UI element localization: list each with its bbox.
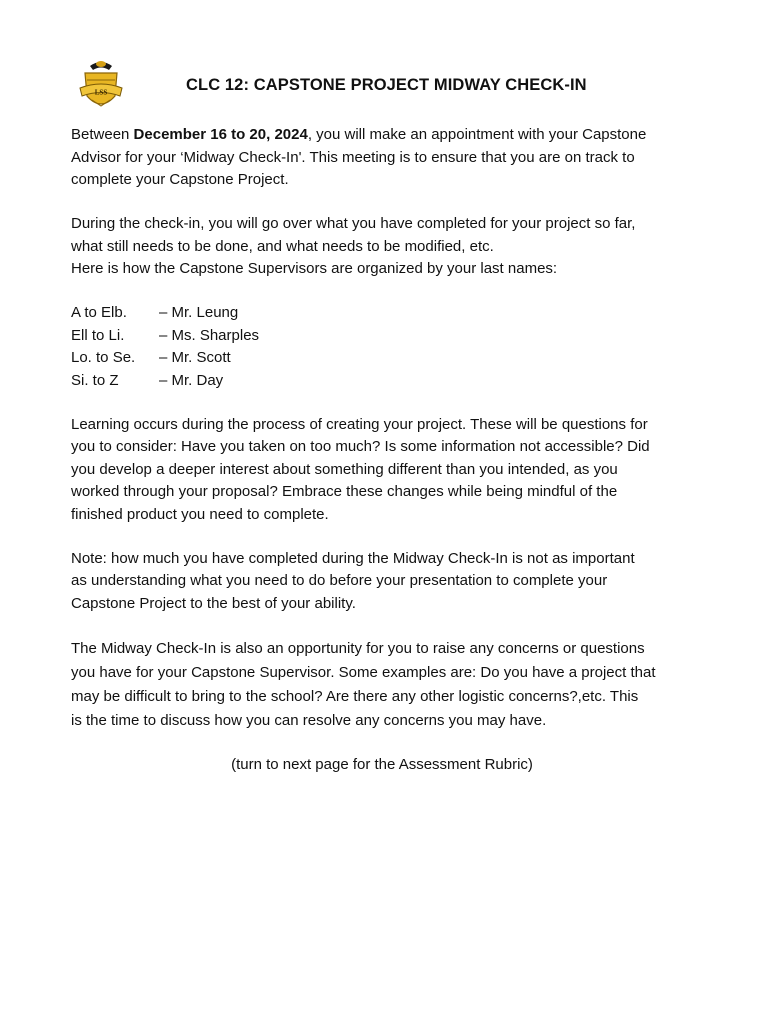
supervisor-row [71, 325, 711, 348]
checkin-line-2: what still needs to be done, and what needs to be modified, etc. [71, 237, 494, 255]
next-page-note: (turn to next page for the Assessment Rubric) [231, 756, 533, 773]
learning-paragraph [71, 414, 711, 527]
paragraph-line: you have for your Capstone Supervisor. Some examples are: Do you have a project that [71, 663, 656, 681]
paragraph-line: you develop a deeper interest about something different than you intended, as you [71, 460, 618, 478]
paragraph-line: Learning occurs during the process of creating your project. These will be questions for [71, 415, 648, 433]
intro-paragraph [71, 124, 711, 192]
supervisor-name: – Mr. Scott [159, 349, 231, 366]
paragraph-line: may be difficult to bring to the school? Are there any other logistic concerns?,etc. This [71, 687, 639, 705]
paragraph-line: Note: how much you have completed during the Midway Check-In is not as important [71, 549, 635, 567]
document-body [71, 124, 711, 798]
supervisor-name: – Ms. Sharples [159, 326, 260, 344]
logo-text: LSS [94, 88, 108, 97]
supervisor-name: – Mr. Leung [159, 304, 239, 321]
supervisor-row [71, 347, 711, 370]
surname-range: A to Elb. [71, 304, 127, 321]
checkin-dates: December 16 to 20, 2024 [133, 126, 308, 143]
surname-range: Lo. to Se. [71, 349, 136, 366]
intro-line-2: Advisor for your ‘Midway Check-In'. This meeting is to ensure that you are on track to [71, 148, 635, 166]
supervisor-row [71, 370, 711, 393]
intro-line-1: Between December 16 to 20, 2024, you will make an appointment with your Capstone [71, 126, 647, 143]
paragraph-line: as understanding what you need to do before your presentation to complete your [71, 572, 608, 589]
paragraph-line: Capstone Project to the best of your ability. [71, 594, 356, 612]
paragraph-line: you to consider: Have you taken on too much? Is some information not accessible? Did [71, 438, 650, 455]
checkin-line-3: Here is how the Capstone Supervisors are organized by your last names: [71, 260, 558, 277]
surname-range: Si. to Z [71, 371, 119, 389]
surname-range: Ell to Li. [71, 326, 125, 344]
school-crest-logo [78, 56, 124, 114]
supervisor-name: – Mr. Day [159, 371, 224, 389]
paragraph-line: worked through your proposal? Embrace these changes while being mindful of the [71, 483, 618, 500]
supervisor-row [71, 302, 711, 325]
paragraph-line: finished product you need to complete. [71, 505, 329, 523]
supervisor-list [71, 302, 711, 392]
paragraph-line: The Midway Check-In is also an opportunity for you to raise any concerns or questions [71, 639, 645, 657]
page-title: CLC 12: CAPSTONE PROJECT MIDWAY CHECK-IN [186, 76, 587, 94]
checkin-paragraph [71, 213, 711, 281]
note-paragraph [71, 548, 711, 616]
concerns-paragraph [71, 637, 711, 733]
checkin-line-1: During the check-in, you will go over what you have completed for your project so far, [71, 215, 636, 232]
intro-line-3: complete your Capstone Project. [71, 171, 289, 188]
paragraph-line: is the time to discuss how you can resolve any concerns you may have. [71, 711, 547, 729]
